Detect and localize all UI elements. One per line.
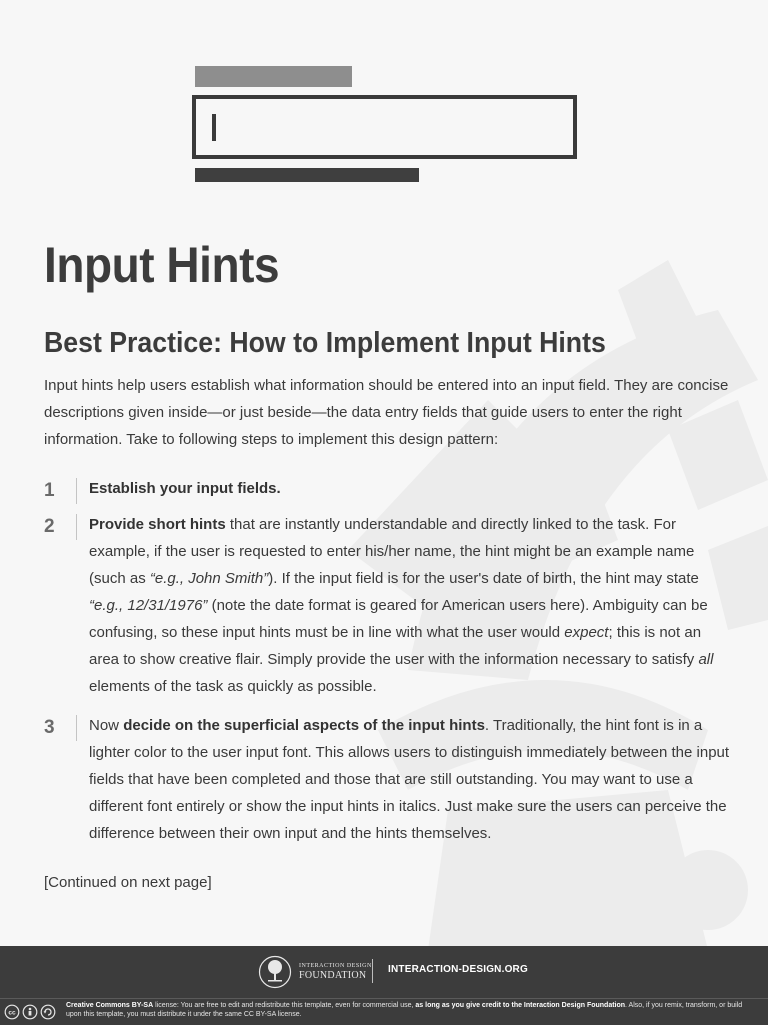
cc-by-sa-icons <box>4 1004 62 1020</box>
step-divider <box>76 478 77 504</box>
sa-icon <box>41 1005 55 1019</box>
step-divider <box>76 514 77 540</box>
step-text: Now decide on the superficial aspects of the input hints. Traditionally, the hint font is in a lighter color to the user input font. This allows users to distinguish immediately between the input fields that have been completed and those that are still outstanding. You may want to use a different font entirely or show the input hints in italics. Just make sure the users can perceive the difference between their own input and the hints themselves. <box>89 717 730 842</box>
step-divider <box>76 715 77 741</box>
step-item-2 <box>44 511 734 700</box>
illustration-text-cursor <box>212 114 216 141</box>
input-hint-illustration <box>0 0 768 200</box>
step-item-1 <box>44 475 734 511</box>
by-icon <box>23 1005 37 1019</box>
footer-brand-name: INTERACTION DESIGN FOUNDATION <box>299 963 372 981</box>
step-item-3 <box>44 712 734 847</box>
continued-note: [Continued on next page] <box>44 874 212 891</box>
intro-paragraph: Input hints help users establish what information should be entered into an input field. They are concise descriptions given inside—or just beside—the data entry fields that guide users to enter the right information. Take to following steps to implement this design pattern: <box>44 377 729 448</box>
footer-website-link[interactable]: INTERACTION-DESIGN.ORG <box>388 964 528 975</box>
license-bar <box>0 998 768 1025</box>
illustration-label-bar <box>195 66 352 87</box>
step-number: 3 <box>44 717 55 738</box>
page-title: Input Hints <box>44 237 280 293</box>
step-text: Provide short hints that are instantly understandable and directly linked to the task. For example, if the user is requested to enter his/her name, the hint might be an example name (such as “e.g., John Smith”). If the input field is for the user's date of birth, the hint may state “e.g., 12/31/1976” (note the date format is geared for American users here). Ambiguity can be confusing, so these input hints must be in line with what the user would expect; this is not an area to show creative flair. Simply provide the user with the information necessary to satisfy all elements of the task as quickly as possible. <box>89 516 714 695</box>
step-number: 2 <box>44 516 55 537</box>
license-text: Creative Commons BY-SA license: You are free to edit and redistribute this template, even for commercial use, as long as you give credit to the Interaction Design Foundation. Also, if you remix, transform, or build upon this template, you must distribute it under the same CC BY-SA license. <box>66 1002 743 1018</box>
steps-list <box>44 475 734 847</box>
section-title: Best Practice: How to Implement Input Hints <box>44 327 606 359</box>
step-text: Establish your input fields. <box>89 480 281 497</box>
illustration-hint-bar <box>195 168 419 182</box>
footer-bar <box>0 946 768 998</box>
step-number: 1 <box>44 480 55 501</box>
tree-logo-icon <box>258 955 292 989</box>
illustration-input-box <box>192 95 577 159</box>
footer-divider <box>372 959 373 983</box>
svg-text:cc: cc <box>8 1009 16 1017</box>
